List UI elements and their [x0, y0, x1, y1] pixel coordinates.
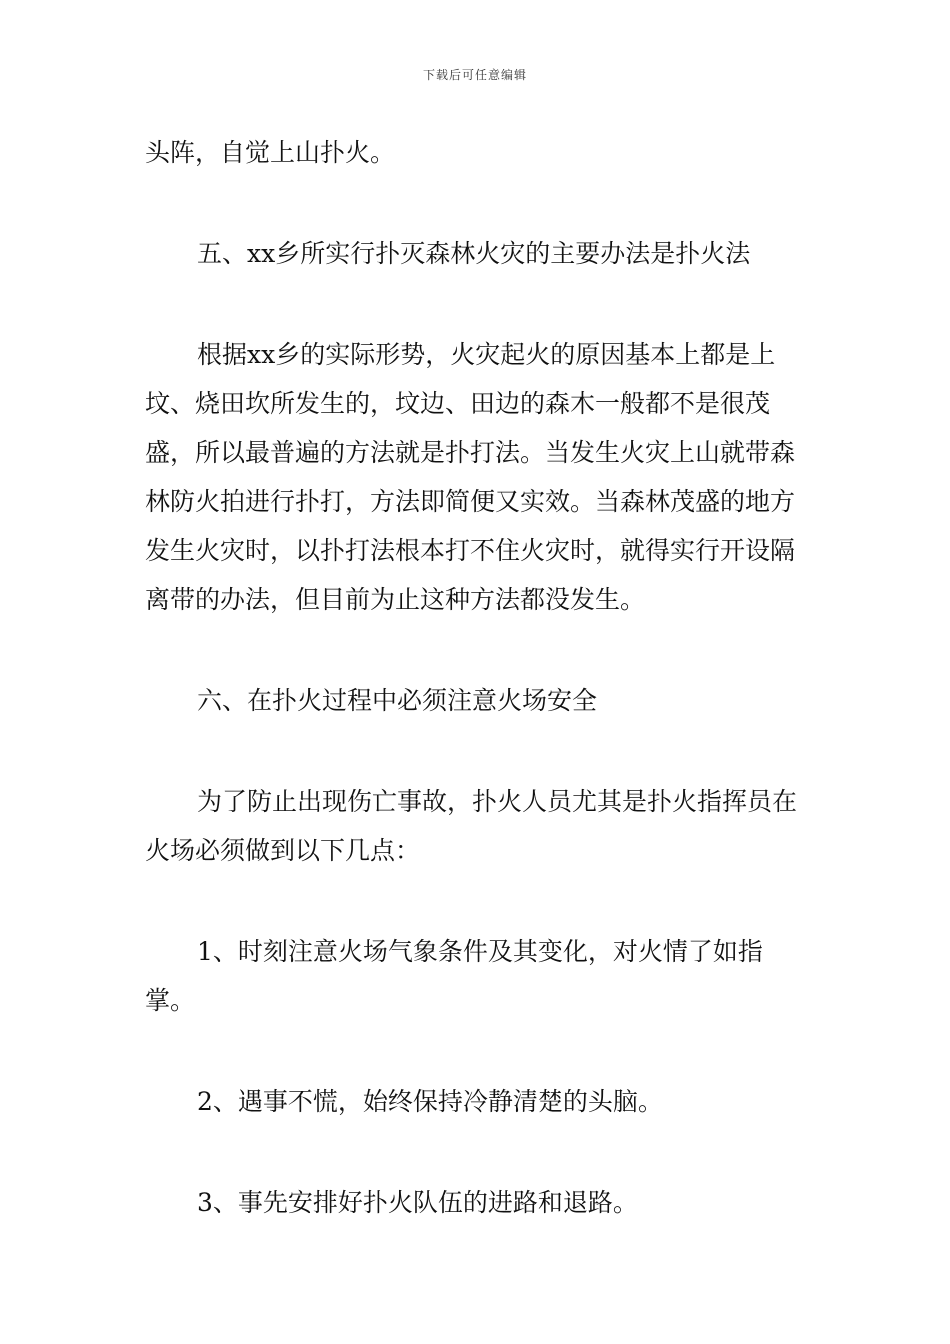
list-item-3: 3、事先安排好扑火队伍的进路和退路。	[197, 1188, 638, 1217]
list-item-1: 1、时刻注意火场气象条件及其变化，对火情了如指掌。	[145, 937, 763, 1015]
paragraph-intro: 为了防止出现伤亡事故，扑火人员尤其是扑火指挥员在火场必须做到以下几点：	[145, 787, 798, 865]
page-header: 下载后可任意编辑	[422, 68, 527, 82]
paragraph-body: 根据xx乡的实际形势，火灾起火的原因基本上都是上坟、烧田坎所发生的，坟边、田边的森木一般都不是很茂盛，所以最普遍的方法就是扑打法。当发生火灾上山就带森林防火拍进行扑打，方法即简便又实效。当森林茂盛的地方发生火灾时，以扑打法根本打不住火灾时，就得实行开设隔离带的办法，但目前为止这种方法都没发生。	[145, 340, 796, 614]
paragraph-continuation: 头阵，自觉上山扑火。	[145, 138, 396, 167]
list-item-2: 2、遇事不慌，始终保持冷静清楚的头脑。	[197, 1087, 663, 1116]
document-body	[145, 128, 810, 1227]
section-heading-6: 六、在扑火过程中必须注意火场安全	[197, 686, 598, 715]
section-heading-5: 五、xx乡所实行扑灭森林火灾的主要办法是扑火法	[197, 239, 751, 268]
